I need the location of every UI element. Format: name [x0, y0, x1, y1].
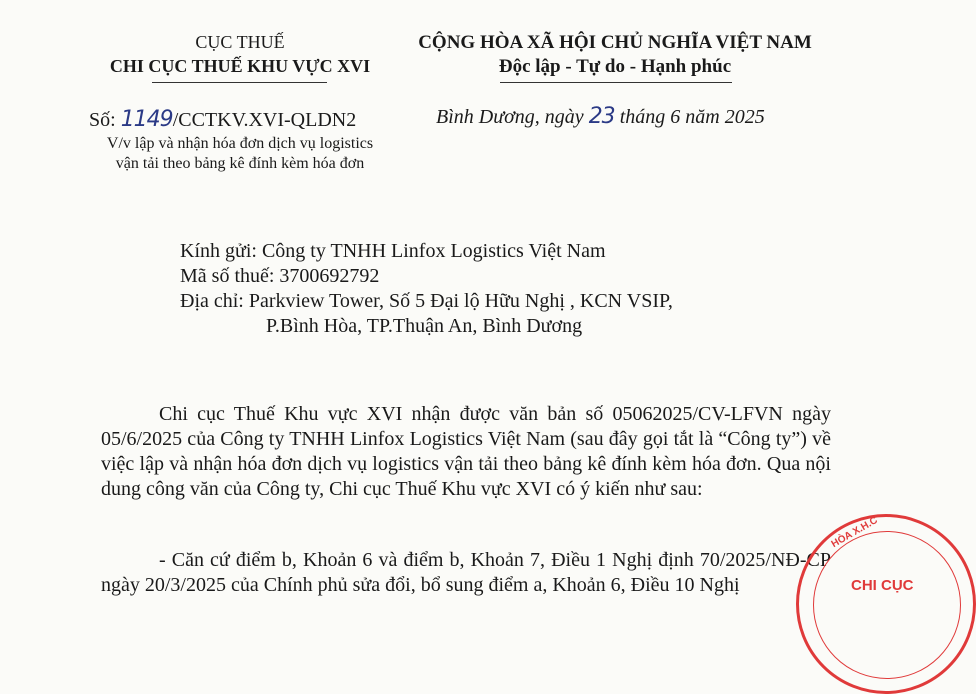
- document-number-suffix: /CCTKV.XVI-QLDN2: [172, 109, 357, 131]
- document-number-prefix: Số:: [89, 109, 121, 131]
- document-number-handwritten: 1149: [120, 107, 173, 132]
- document-date: [436, 104, 765, 129]
- motto-underline: [500, 82, 732, 83]
- stamp-center-text: CHI CỤC: [851, 577, 914, 594]
- subject-line-2: vận tải theo bảng kê đính kèm hóa đơn: [115, 155, 365, 172]
- recipient-to: Kính gửi: Công ty TNHH Linfox Logistics Việt Nam: [180, 240, 606, 262]
- stamp-inner-ring: [813, 531, 961, 679]
- date-day-handwritten: 23: [588, 104, 615, 129]
- body-bullet-1: - Căn cứ điểm b, Khoản 6 và điểm b, Khoản 7, Điều 1 Nghị định 70/2025/NĐ-CP ngày 20/3/2025 của Chính phủ sửa đổi, bổ sung điểm a, Khoản 6, Điều 10 Nghị: [101, 549, 831, 596]
- recipient-tax-code: Mã số thuế: 3700692792: [180, 265, 380, 287]
- stamp-ring-text: HÒA X.H.C: [829, 514, 880, 551]
- document-subject: [80, 134, 400, 174]
- body-paragraph-1: Chi cục Thuế Khu vực XVI nhận được văn bản số 05062025/CV-LFVN ngày 05/6/2025 của Công ty TNHH Linfox Logistics Việt Nam (sau đây gọi tắt là “Công ty”) về việc lập và nhận hóa đơn dịch vụ logistics vận tải theo bảng kê đính kèm hóa đơn. Qua nội dung công văn của Công ty, Chi cục Thuế Khu vực XVI có ý kiến như sau:: [101, 403, 831, 500]
- recipient-address-line-2: P.Bình Hòa, TP.Thuận An, Bình Dương: [266, 315, 583, 337]
- date-suffix: tháng 6 năm 2025: [614, 106, 765, 128]
- date-prefix: Bình Dương, ngày: [436, 106, 589, 128]
- agency-underline: [152, 82, 327, 83]
- agency-name: CHI CỤC THUẾ KHU VỰC XVI: [109, 56, 371, 76]
- official-stamp: [796, 514, 976, 694]
- subject-line-1: V/v lập và nhận hóa đơn dịch vụ logistics: [106, 135, 374, 152]
- recipient-address-line-1: Địa chỉ: Parkview Tower, Số 5 Đại lộ Hữu Nghị , KCN VSIP,: [180, 290, 673, 312]
- agency-parent: CỤC THUẾ: [195, 32, 285, 52]
- national-title: CỘNG HÒA XÃ HỘI CHỦ NGHĨA VIỆT NAM: [418, 32, 812, 53]
- document-number: [89, 107, 356, 132]
- national-motto: Độc lập - Tự do - Hạnh phúc: [498, 56, 732, 77]
